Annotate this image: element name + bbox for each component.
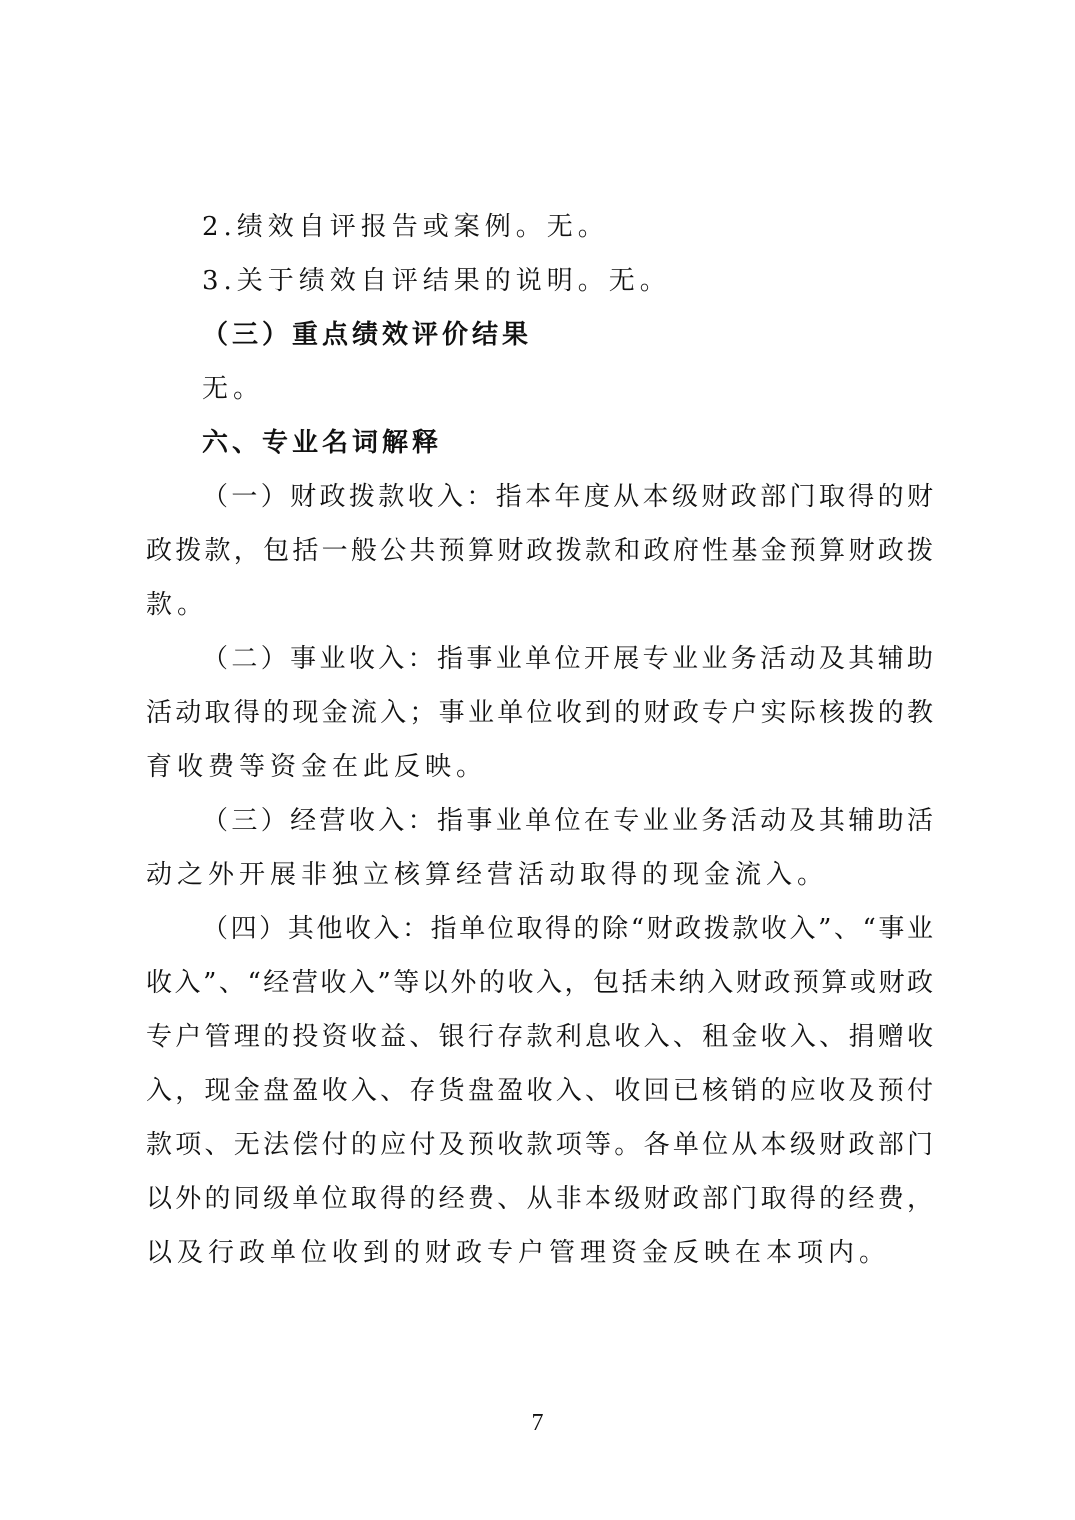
paragraph-line: （三）经营收入：指事业单位在专业业务活动及其辅助活 (202, 806, 933, 836)
paragraph-line: 专户管理的投资收益、银行存款利息收入、租金收入、捐赠收 (146, 1022, 933, 1052)
paragraph-line: 以外的同级单位取得的经费、从非本级财政部门取得的经费， (146, 1184, 933, 1214)
paragraph-line: 政拨款，包括一般公共预算财政拨款和政府性基金预算财政拨 (146, 536, 933, 566)
paragraph-line: 入，现金盘盈收入、存货盘盈收入、收回已核销的应收及预付 (146, 1076, 933, 1106)
section-heading-glossary: 六、专业名词解释 (202, 428, 443, 458)
subheading-key-evaluation: （三）重点绩效评价结果 (202, 320, 533, 350)
page-number: 7 (531, 1410, 544, 1436)
item-line-none: 无。 (202, 374, 265, 404)
paragraph-line: 育收费等资金在此反映。 (146, 752, 488, 782)
paragraph-line: 款。 (146, 590, 209, 620)
page-body (146, 200, 933, 1280)
paragraph-line: （一）财政拨款收入：指本年度从本级财政部门取得的财 (202, 482, 933, 512)
paragraph-line: 款项、无法偿付的应付及预收款项等。各单位从本级财政部门 (146, 1130, 933, 1160)
paragraph-line: （四）其他收入：指单位取得的除“财政拨款收入”、“事业 (202, 914, 933, 944)
item-line-self-eval-report: 2.绩效自评报告或案例。无。 (202, 212, 609, 242)
paragraph-line: 收入”、“经营收入”等以外的收入，包括未纳入财政预算或财政 (146, 968, 933, 998)
paragraph-line: 动之外开展非独立核算经营活动取得的现金流入。 (146, 860, 829, 890)
paragraph-line: 活动取得的现金流入；事业单位收到的财政专户实际核拨的教 (146, 698, 933, 728)
paragraph-line: （二）事业收入：指事业单位开展专业业务活动及其辅助 (202, 644, 933, 674)
paragraph-line: 以及行政单位收到的财政专户管理资金反映在本项内。 (146, 1238, 891, 1268)
item-line-self-eval-explanation: 3.关于绩效自评结果的说明。无。 (202, 266, 671, 296)
